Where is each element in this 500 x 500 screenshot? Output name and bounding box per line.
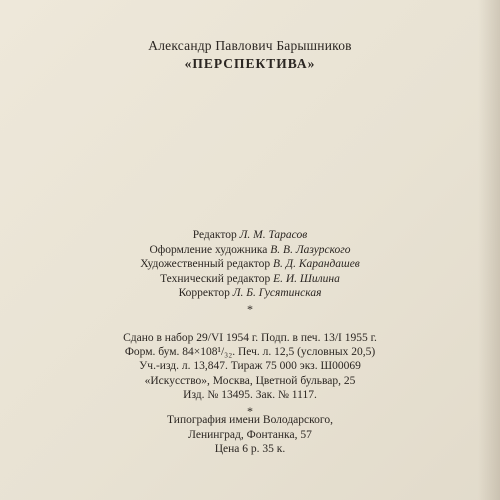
printer-block [0, 413, 500, 457]
credit-line [0, 286, 500, 301]
credit-role: Корректор [178, 287, 230, 299]
title-block [0, 38, 500, 72]
credit-role: Редактор [192, 229, 237, 241]
separator-star: * [247, 404, 253, 419]
imprint-line: Уч.-изд. л. 13,847. Тираж 75 000 экз. Ш00069 [139, 360, 361, 373]
separator-star: * [247, 301, 253, 316]
credit-line [0, 243, 500, 258]
imprint-line: «Искусство», Москва, Цветной бульвар, 25 [144, 374, 356, 387]
credits-block [0, 228, 500, 315]
imprint-block [0, 331, 500, 417]
credit-name: Л. Б. Гусятинская [232, 287, 322, 299]
imprint-line: Форм. бум. 84×108¹/₃₂. Печ. л. 12,5 (условных 20,5) [124, 346, 376, 359]
credit-role: Оформление художника [149, 243, 268, 256]
imprint-line: Сдано в набор 29/VI 1954 г. Подп. в печ. 13/I 1955 г. [123, 332, 377, 344]
credit-line [0, 228, 500, 243]
printer-line: Типография имени Володарского, [167, 414, 333, 426]
credit-role: Технический редактор [160, 272, 271, 285]
credit-name: В. В. Лазурского [270, 243, 351, 256]
credit-line [0, 272, 500, 287]
price-line: Цена 6 р. 35 к. [214, 443, 286, 455]
printer-line: Ленинград, Фонтанка, 57 [188, 428, 312, 441]
author-name: Александр Павлович Барышников [148, 38, 352, 53]
credit-name: Е. И. Шилина [273, 272, 340, 285]
book-title: «ПЕРСПЕКТИВА» [184, 56, 316, 71]
credit-role: Художественный редактор [140, 258, 271, 270]
imprint-line: Изд. № 13495. Зак. № 1117. [183, 388, 317, 401]
credit-line [0, 257, 500, 272]
credit-name: Л. М. Тарасов [239, 229, 308, 241]
credit-name: В. Д. Карандашев [273, 258, 360, 270]
